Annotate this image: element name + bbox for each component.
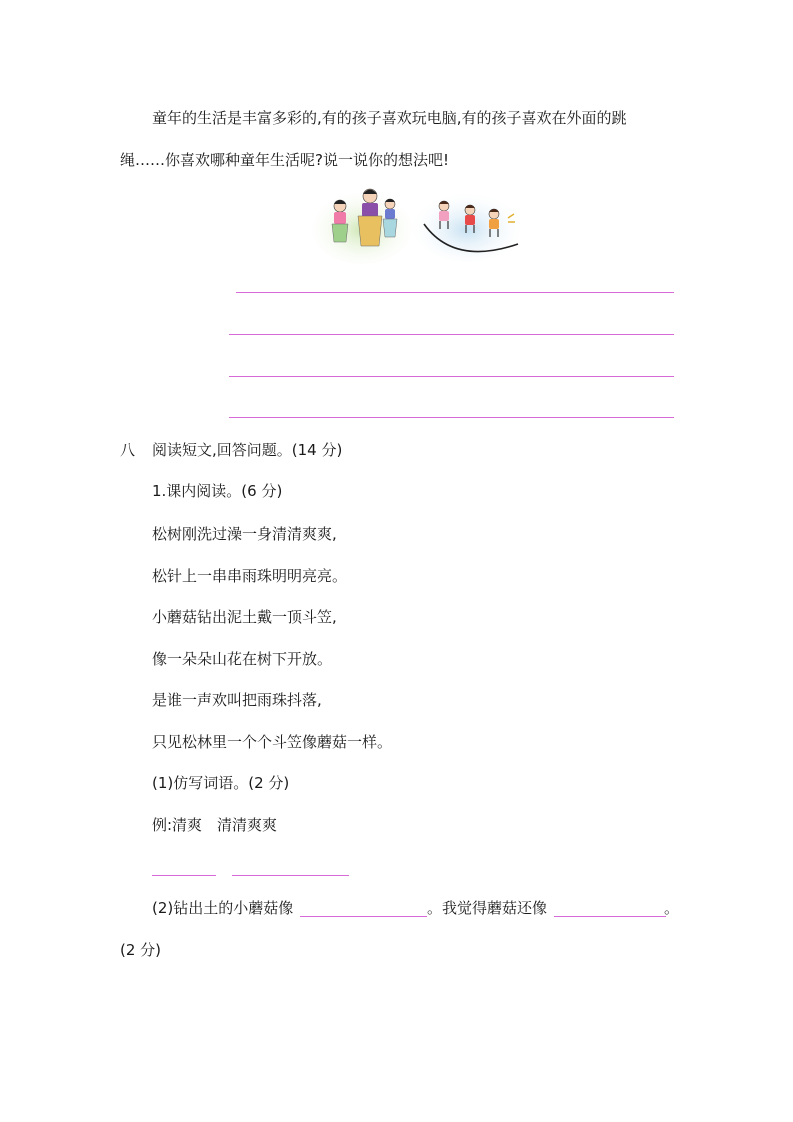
answer-line-4[interactable] (229, 417, 674, 418)
poem-line-2: 松针上一串串雨珠明明亮亮。 (152, 567, 348, 585)
subquestion-2-part-1: (2)钻出土的小蘑菇像 (152, 899, 294, 917)
blank-word-1[interactable] (152, 875, 216, 876)
answer-line-2[interactable] (229, 334, 674, 335)
poem-line-3: 小蘑菇钻出泥土戴一顶斗笠, (152, 608, 337, 626)
intro-line-1: 童年的生活是丰富多彩的,有的孩子喜欢玩电脑,有的孩子喜欢在外面的跳 (152, 109, 627, 127)
children-playing-illustration (312, 184, 522, 264)
blank-word-2[interactable] (232, 875, 349, 876)
answer-line-3[interactable] (229, 376, 674, 377)
question-1-title: 1.课内阅读。(6 分) (152, 482, 283, 500)
section-number: 八 (120, 441, 136, 459)
subquestion-2-part-3: 。 (664, 899, 680, 917)
poem-line-1: 松树刚洗过澡一身清清爽爽, (152, 525, 337, 543)
example-words: 例:清爽 清清爽爽 (152, 816, 278, 834)
subquestion-2-score: (2 分) (120, 941, 162, 959)
answer-line-1[interactable] (236, 292, 674, 293)
poem-line-5: 是谁一声欢叫把雨珠抖落, (152, 691, 322, 709)
blank-mushroom-like[interactable] (300, 916, 427, 917)
subquestion-2-part-2: 。我觉得蘑菇还像 (427, 899, 548, 917)
poem-line-4: 像一朵朵山花在树下开放。 (152, 650, 333, 668)
intro-line-2: 绳……你喜欢哪种童年生活呢?说一说你的想法吧! (120, 151, 449, 169)
poem-line-6: 只见松林里一个个斗笠像蘑菇一样。 (152, 733, 393, 751)
blank-mushroom-also-like[interactable] (554, 916, 666, 917)
section-title: 阅读短文,回答问题。(14 分) (152, 441, 343, 459)
subquestion-1-title: (1)仿写词语。(2 分) (152, 774, 290, 792)
